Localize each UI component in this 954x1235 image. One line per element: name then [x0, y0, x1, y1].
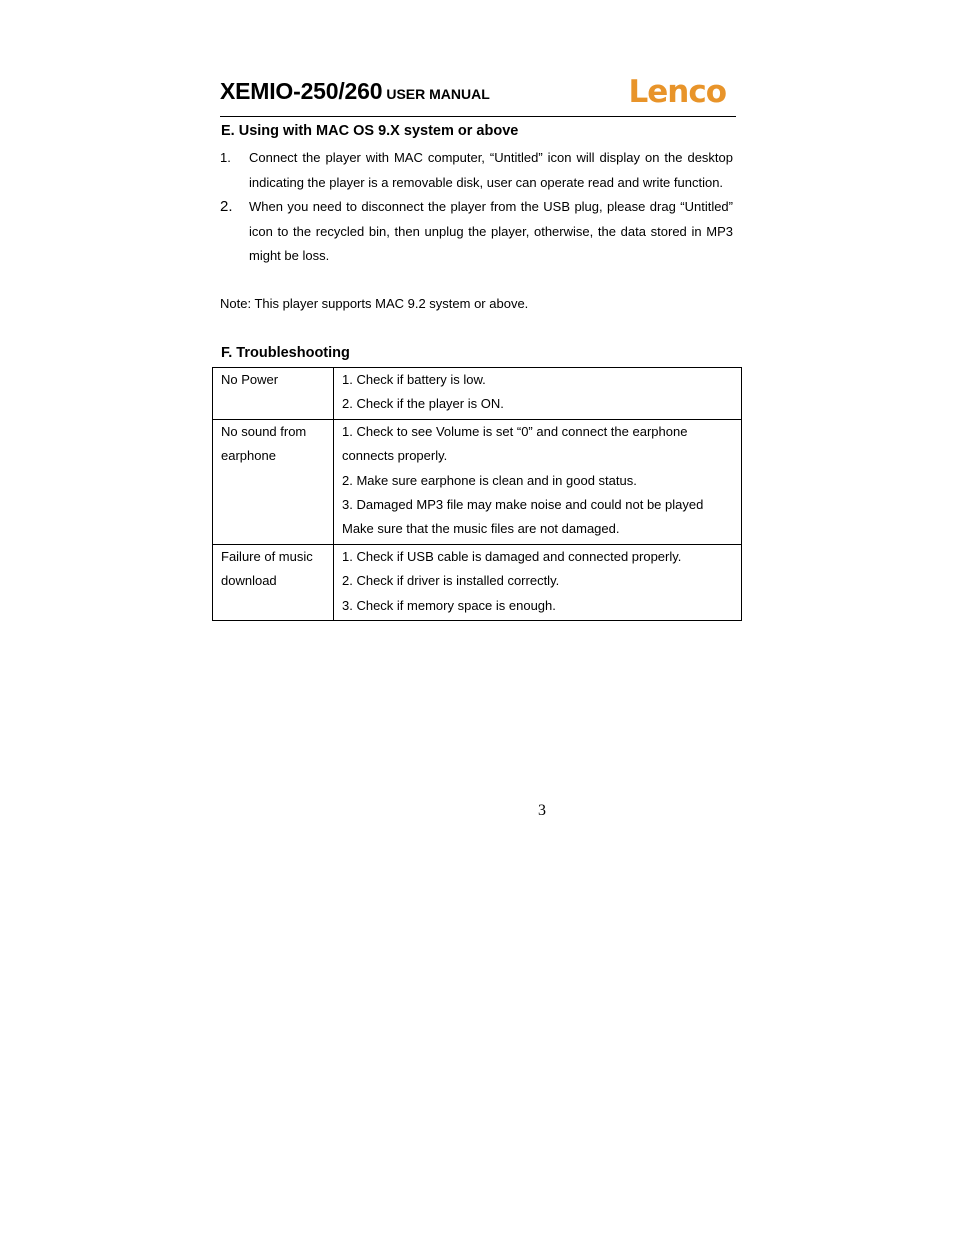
solution-line: 3. Damaged MP3 file may make noise and could not be played Make sure that the music files are not damaged. [342, 497, 704, 537]
solution-line: 2. Check if the player is ON. [342, 396, 504, 412]
solution-line: 1. Check to see Volume is set “0” and connect the earphone connects properly. [342, 423, 688, 464]
page-number: 3 [538, 802, 546, 819]
step-text: When you need to disconnect the player from the USB plug, please drag “Untitled” icon to the recycled bin, then unplug the player, otherwise, the data stored in MP3 might be loss. [249, 199, 733, 264]
solution-line: 2. Make sure earphone is clean and in good status. [342, 472, 637, 488]
table-row [213, 419, 742, 544]
problem-cell: No Power [213, 368, 334, 420]
page-header [220, 76, 736, 117]
solution-line: 1. Check if battery is low. [342, 372, 486, 387]
solution-cell [334, 368, 742, 420]
list-item [220, 195, 733, 269]
table-row [213, 544, 742, 620]
mac-steps-list [220, 146, 733, 269]
lenco-logo: Lenco [628, 74, 726, 110]
solution-line: 3. Check if memory space is enough. [342, 597, 556, 613]
section-f-heading: F. Troubleshooting [221, 345, 350, 361]
section-e-heading: E. Using with MAC OS 9.X system or above [221, 123, 519, 139]
document-title [220, 78, 490, 105]
step-text: Connect the player with MAC computer, “Untitled” icon will display on the desktop indicating the player is a removable disk, user can operate read and write function. [249, 150, 733, 190]
manual-label: USER MANUAL [386, 86, 490, 102]
solution-line: 1. Check if USB cable is damaged and connected properly. [342, 548, 682, 564]
model-name: XEMIO-250/260 [220, 78, 383, 104]
problem-cell: Failure of music download [213, 544, 334, 620]
mac-support-note: Note: This player supports MAC 9.2 system or above. [220, 296, 529, 311]
problem-cell: No sound from earphone [213, 419, 334, 544]
list-item [220, 146, 733, 195]
step-number: 2. [220, 198, 233, 216]
step-number: 1. [220, 150, 231, 165]
solution-cell [334, 544, 742, 620]
table-row [213, 368, 742, 420]
solution-cell [334, 419, 742, 544]
solution-line: 2. Check if driver is installed correctly. [342, 573, 560, 589]
troubleshooting-table [212, 367, 742, 621]
